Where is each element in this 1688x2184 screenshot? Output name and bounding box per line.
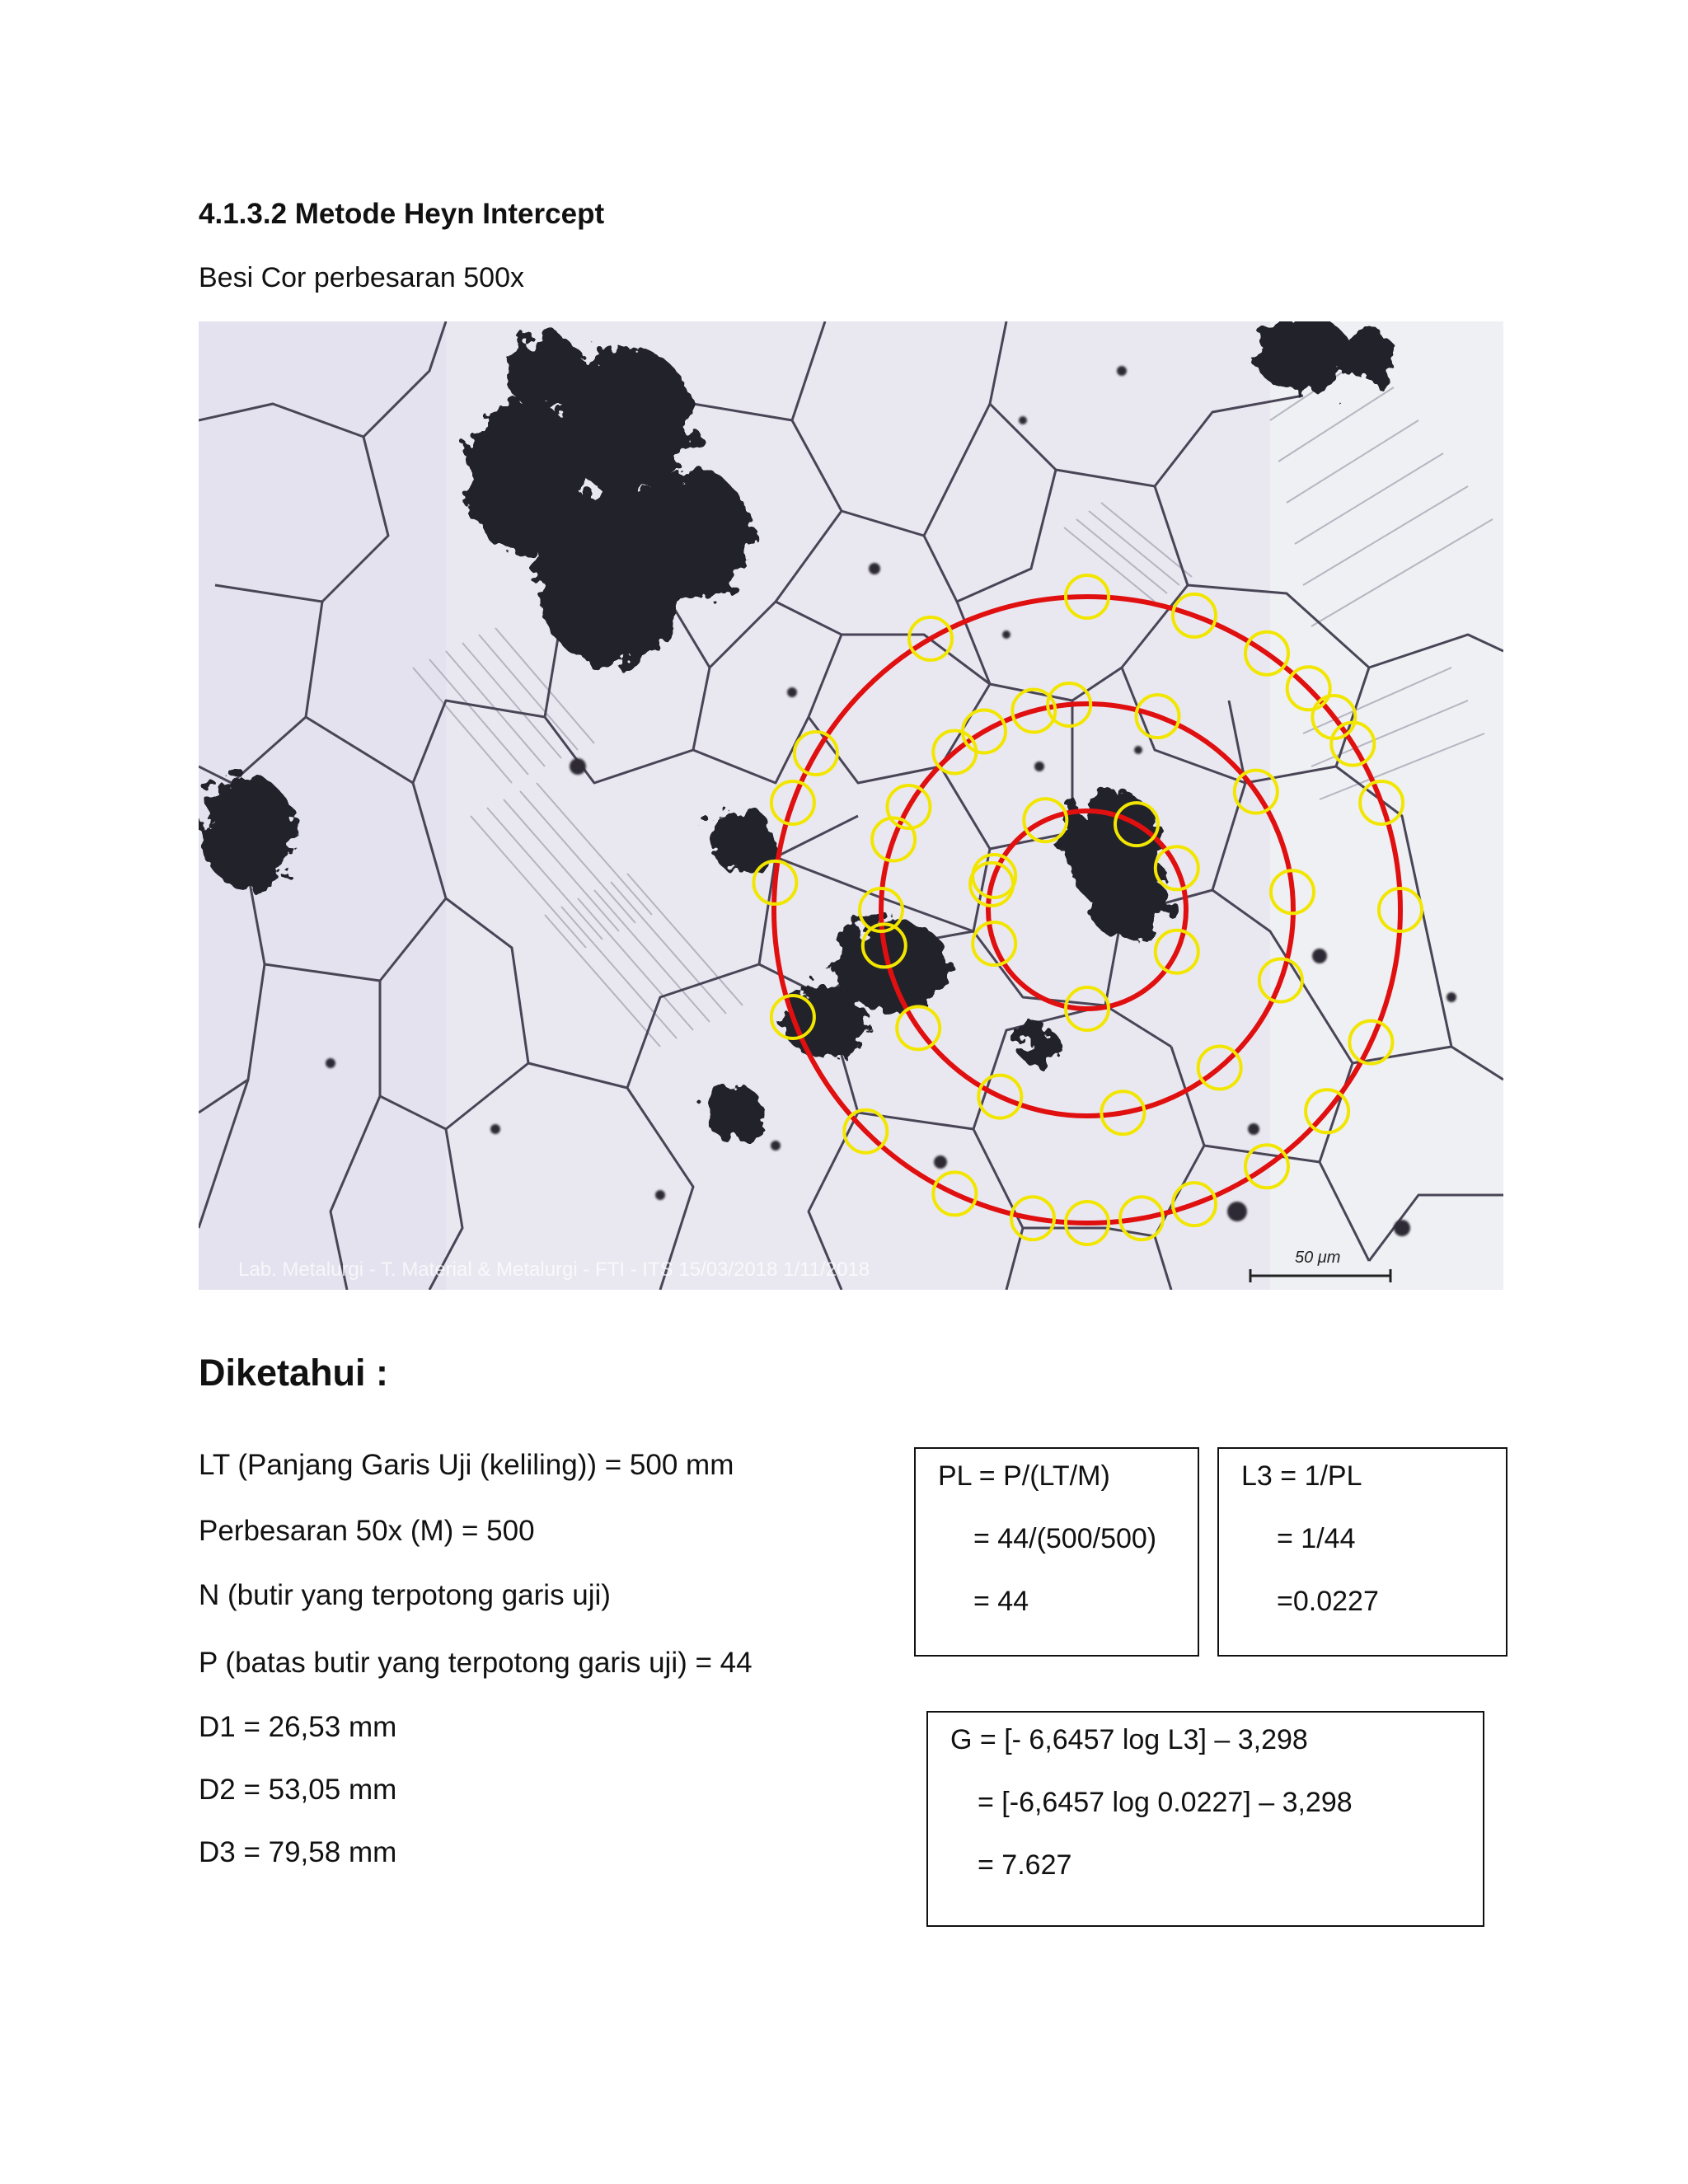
known-p: P (batas butir yang terpotong garis uji) = 44: [199, 1647, 753, 1679]
micrograph-svg: [199, 321, 1503, 1290]
l3-substitution: = 1/44: [1277, 1523, 1356, 1554]
known-d2: D2 = 53,05 mm: [199, 1774, 397, 1806]
known-lt: LT (Panjang Garis Uji (keliling)) = 500 mm: [199, 1449, 734, 1481]
figure-subtitle: Besi Cor perbesaran 500x: [199, 262, 525, 293]
g-formula: G = [- 6,6457 log L3] – 3,298: [950, 1724, 1308, 1755]
known-heading: Diketahui :: [199, 1352, 389, 1394]
g-result: = 7.627: [978, 1849, 1072, 1881]
g-substitution: = [-6,6457 log 0.0227] – 3,298: [978, 1787, 1353, 1818]
known-magnification: Perbesaran 50x (M) = 500: [199, 1515, 535, 1547]
l3-formula: L3 = 1/PL: [1241, 1460, 1362, 1492]
g-calculation-box: [926, 1711, 1484, 1927]
l3-result: =0.0227: [1277, 1586, 1379, 1617]
l3-calculation-box: [1217, 1447, 1507, 1657]
scale-bar-label: 50 μm: [1295, 1249, 1341, 1267]
known-d3: D3 = 79,58 mm: [199, 1836, 397, 1868]
section-title: 4.1.3.2 Metode Heyn Intercept: [199, 198, 605, 230]
known-d1: D1 = 26,53 mm: [199, 1711, 397, 1743]
pl-result: = 44: [973, 1586, 1029, 1617]
pl-substitution: = 44/(500/500): [973, 1523, 1157, 1554]
micrograph-image: [199, 321, 1503, 1290]
pl-calculation-box: [914, 1447, 1199, 1657]
known-n: N (butir yang terpotong garis uji): [199, 1579, 611, 1611]
micrograph-watermark: Lab. Metalurgi - T. Material & Metalurgi - FTI - ITS 15/03/2018 1/11/2018: [238, 1258, 870, 1281]
pl-formula: PL = P/(LT/M): [938, 1460, 1110, 1492]
